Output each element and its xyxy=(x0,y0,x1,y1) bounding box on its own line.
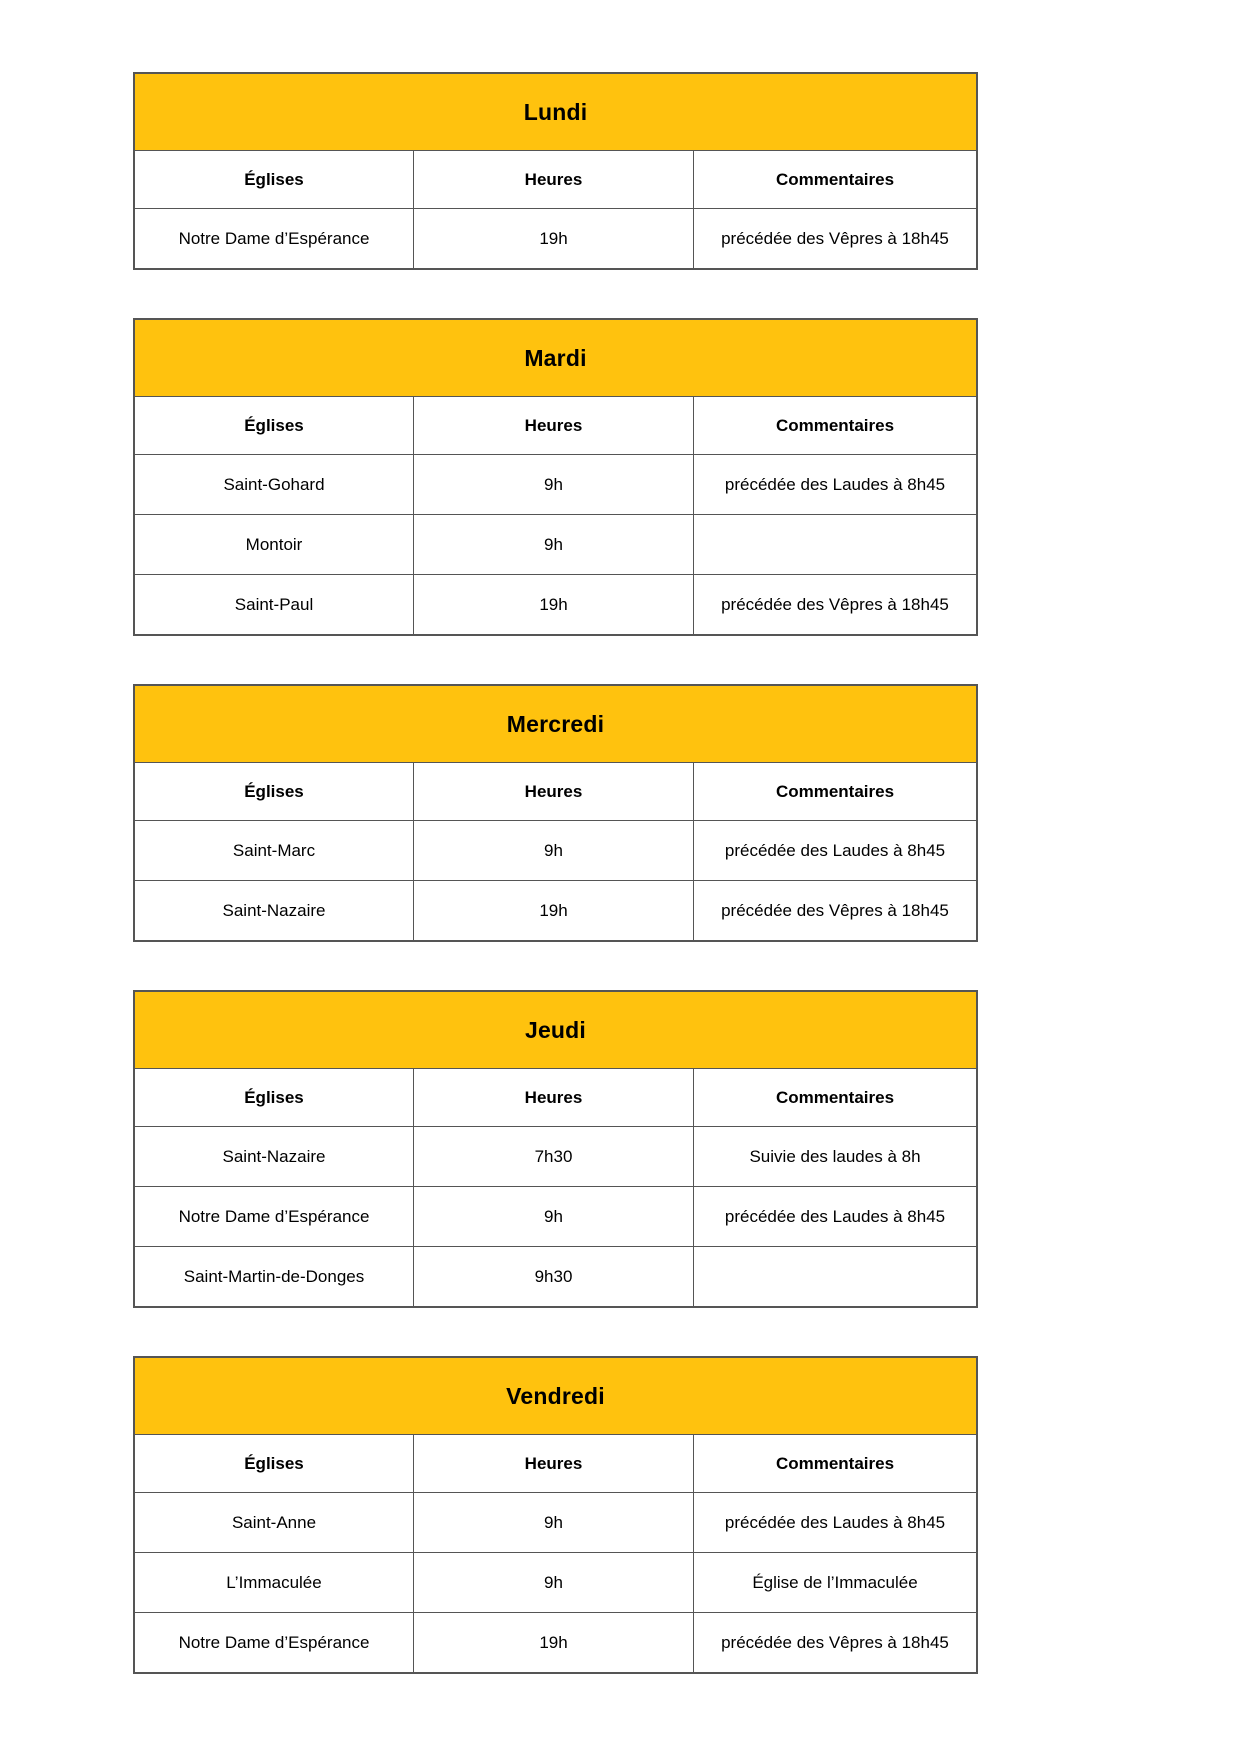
column-header-commentaires: Commentaires xyxy=(775,1087,895,1107)
column-header-commentaires: Commentaires xyxy=(775,781,895,801)
day-title: Vendredi xyxy=(506,1382,605,1409)
table-row xyxy=(135,1493,976,1553)
cell-eglise: Saint-Nazaire xyxy=(135,881,414,940)
table-row xyxy=(135,575,976,634)
cell-eglise: Saint-Paul xyxy=(135,575,414,634)
cell-heure: 9h xyxy=(414,455,694,514)
cell-eglise: Montoir xyxy=(135,515,414,574)
cell-eglise: L’Immaculée xyxy=(135,1553,414,1612)
table-row xyxy=(135,1187,976,1247)
column-header-eglises: Églises xyxy=(135,1069,414,1126)
document-body xyxy=(133,72,1241,1674)
column-header-commentaires: Commentaires xyxy=(775,1453,895,1473)
cell-commentaire: précédée des Laudes à 8h45 xyxy=(724,474,946,494)
table-row xyxy=(135,209,976,268)
day-title: Mercredi xyxy=(506,710,605,737)
column-header-heures: Heures xyxy=(414,1069,694,1126)
cell-commentaire: Suivie des laudes à 8h xyxy=(749,1146,921,1166)
table-rows xyxy=(135,1127,976,1306)
table-rows xyxy=(135,455,976,634)
cell-heure: 9h30 xyxy=(414,1247,694,1306)
cell-commentaire xyxy=(694,515,976,574)
table-row xyxy=(135,515,976,575)
mass-schedule-table xyxy=(133,318,978,636)
cell-commentaire: précédée des Laudes à 8h45 xyxy=(724,1512,946,1532)
cell-heure: 9h xyxy=(414,821,694,880)
day-header xyxy=(135,1358,976,1435)
day-title: Lundi xyxy=(523,98,588,125)
cell-heure: 19h xyxy=(414,209,694,268)
table-row xyxy=(135,1247,976,1306)
mass-schedule-table xyxy=(133,1356,978,1674)
table-row xyxy=(135,1613,976,1672)
mass-schedule-table xyxy=(133,684,978,942)
column-header-commentaires: Commentaires xyxy=(775,169,895,189)
cell-commentaire: précédée des Vêpres à 18h45 xyxy=(721,1632,949,1652)
table-row xyxy=(135,1553,976,1613)
table-row xyxy=(135,821,976,881)
column-header-row xyxy=(135,1069,976,1127)
cell-heure: 9h xyxy=(414,1493,694,1552)
cell-eglise: Saint-Nazaire xyxy=(135,1127,414,1186)
cell-eglise: Saint-Martin-de-Donges xyxy=(135,1247,414,1306)
cell-eglise: Notre Dame d’Espérance xyxy=(135,1613,414,1672)
day-title: Mardi xyxy=(524,344,587,371)
cell-heure: 19h xyxy=(414,575,694,634)
column-header-row xyxy=(135,763,976,821)
cell-commentaire: précédée des Laudes à 8h45 xyxy=(724,840,946,860)
cell-commentaire xyxy=(694,1247,976,1306)
day-title: Jeudi xyxy=(524,1016,587,1043)
day-header xyxy=(135,74,976,151)
table-row xyxy=(135,881,976,940)
cell-heure: 19h xyxy=(414,1613,694,1672)
day-header xyxy=(135,992,976,1069)
cell-eglise: Notre Dame d’Espérance xyxy=(135,209,414,268)
cell-heure: 9h xyxy=(414,1187,694,1246)
cell-commentaire: précédée des Vêpres à 18h45 xyxy=(721,228,949,248)
column-header-row xyxy=(135,1435,976,1493)
column-header-heures: Heures xyxy=(414,151,694,208)
column-header-commentaires: Commentaires xyxy=(775,415,895,435)
column-header-heures: Heures xyxy=(414,1435,694,1492)
day-header xyxy=(135,686,976,763)
cell-heure: 9h xyxy=(414,1553,694,1612)
column-header-eglises: Églises xyxy=(135,397,414,454)
mass-schedule-table xyxy=(133,72,978,270)
mass-schedule-table xyxy=(133,990,978,1308)
cell-eglise: Saint-Marc xyxy=(135,821,414,880)
cell-commentaire: précédée des Vêpres à 18h45 xyxy=(721,594,949,614)
table-row xyxy=(135,1127,976,1187)
column-header-row xyxy=(135,397,976,455)
table-rows xyxy=(135,209,976,268)
cell-eglise: Saint-Anne xyxy=(135,1493,414,1552)
table-rows xyxy=(135,1493,976,1672)
cell-commentaire: précédée des Vêpres à 18h45 xyxy=(721,900,949,920)
column-header-heures: Heures xyxy=(414,397,694,454)
column-header-heures: Heures xyxy=(414,763,694,820)
column-header-eglises: Églises xyxy=(135,1435,414,1492)
cell-heure: 7h30 xyxy=(414,1127,694,1186)
cell-commentaire: précédée des Laudes à 8h45 xyxy=(724,1206,946,1226)
table-rows xyxy=(135,821,976,940)
cell-heure: 19h xyxy=(414,881,694,940)
column-header-eglises: Églises xyxy=(135,151,414,208)
cell-eglise: Notre Dame d’Espérance xyxy=(135,1187,414,1246)
column-header-eglises: Églises xyxy=(135,763,414,820)
day-header xyxy=(135,320,976,397)
column-header-row xyxy=(135,151,976,209)
cell-heure: 9h xyxy=(414,515,694,574)
cell-commentaire: Église de l’Immaculée xyxy=(752,1572,918,1592)
table-row xyxy=(135,455,976,515)
cell-eglise: Saint-Gohard xyxy=(135,455,414,514)
